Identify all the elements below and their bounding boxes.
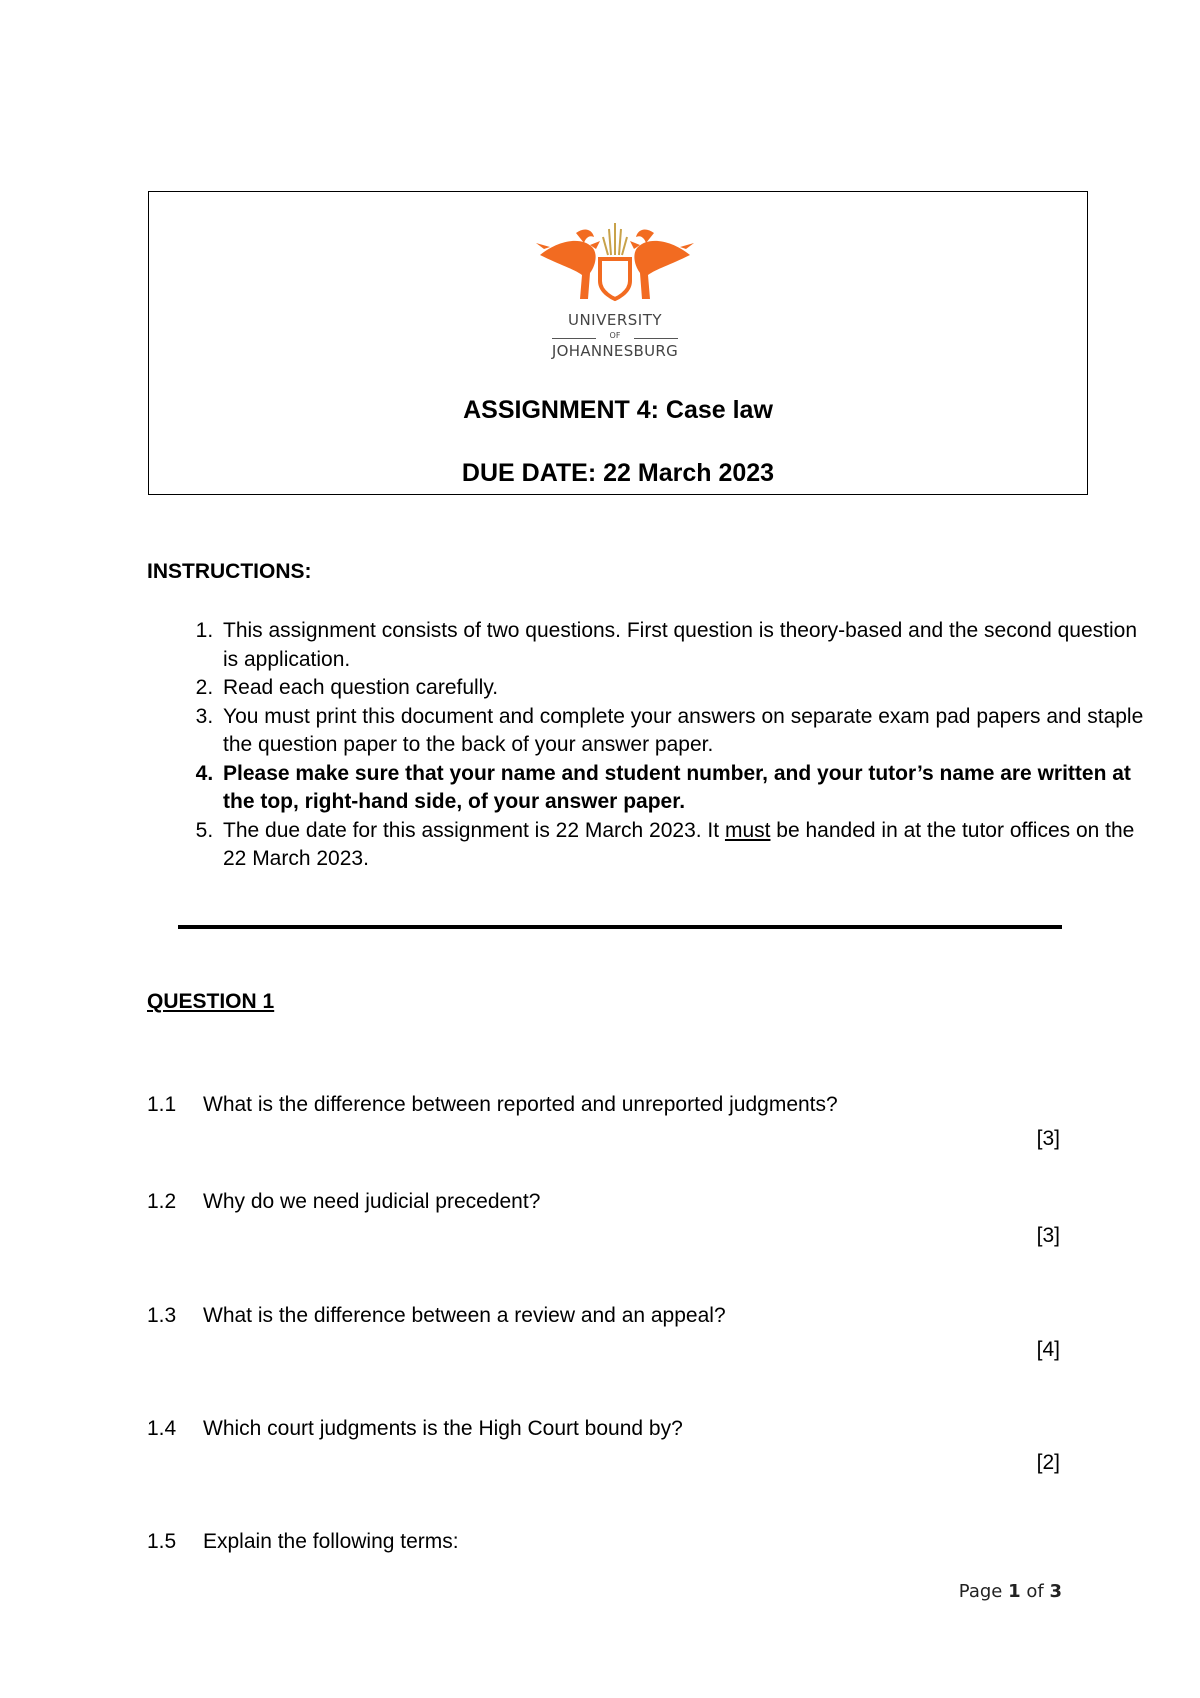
logo-divider-right [634,338,678,339]
instruction-item-emphasis: 4. Please make sure that your name and student number, and your tutor’s name are written at the top, right-hand side, of your answer paper. [219,760,1144,817]
question-text: What is the difference between reported and unreported judgments? [203,1093,838,1116]
question-number: 1.2 [147,1190,177,1213]
instructions-list [147,617,1144,874]
instruction-item [219,817,1144,874]
question-1-heading: QUESTION 1 [147,990,275,1013]
logo-university-text: UNIVERSITY [567,311,663,329]
question-text: Why do we need judicial precedent? [203,1190,541,1213]
page-label: Page [958,1581,1003,1602]
question-marks: [3] [1036,1224,1060,1247]
instruction-5-underlined: must [724,818,771,842]
section-divider [178,925,1062,929]
question-number: 1.5 [147,1530,177,1553]
instruction-item: 3. You must print this document and complete your answers on separate exam pad papers and staple the question paper to the back of your answer paper. [219,703,1144,760]
instruction-5-text-b: be handed in at the tutor offices on the 22 March 2023. [223,818,1135,870]
instructions-heading: INSTRUCTIONS: [147,560,312,583]
logo-johannesburg-text: JOHANNESBURG [551,342,679,360]
instruction-item: 1. This assignment consists of two questions. First question is theory-based and the second question is application. [219,617,1144,674]
of-label: of [1026,1581,1044,1602]
page-footer [959,1581,1062,1602]
question-number: 1.1 [147,1093,177,1116]
question-text: Explain the following terms: [203,1530,459,1553]
assignment-title: ASSIGNMENT 4: Case law [463,396,773,424]
instruction-5-text-a: The due date for this assignment is 22 March 2023. It [223,818,725,842]
total-pages: 3 [1049,1581,1062,1602]
question-number: 1.4 [147,1417,177,1440]
question-marks: [3] [1036,1127,1060,1150]
due-date: DUE DATE: 22 March 2023 [461,459,775,487]
page-number: 1 [1008,1581,1021,1602]
question-text: What is the difference between a review and an appeal? [203,1304,726,1327]
instruction-item: 2. Read each question carefully. [219,674,1144,703]
logo-of-text: OF [609,331,621,340]
question-text: Which court judgments is the High Court bound by? [203,1417,683,1440]
question-marks: [4] [1036,1338,1060,1361]
question-marks: [2] [1036,1451,1060,1474]
question-number: 1.3 [147,1304,177,1327]
